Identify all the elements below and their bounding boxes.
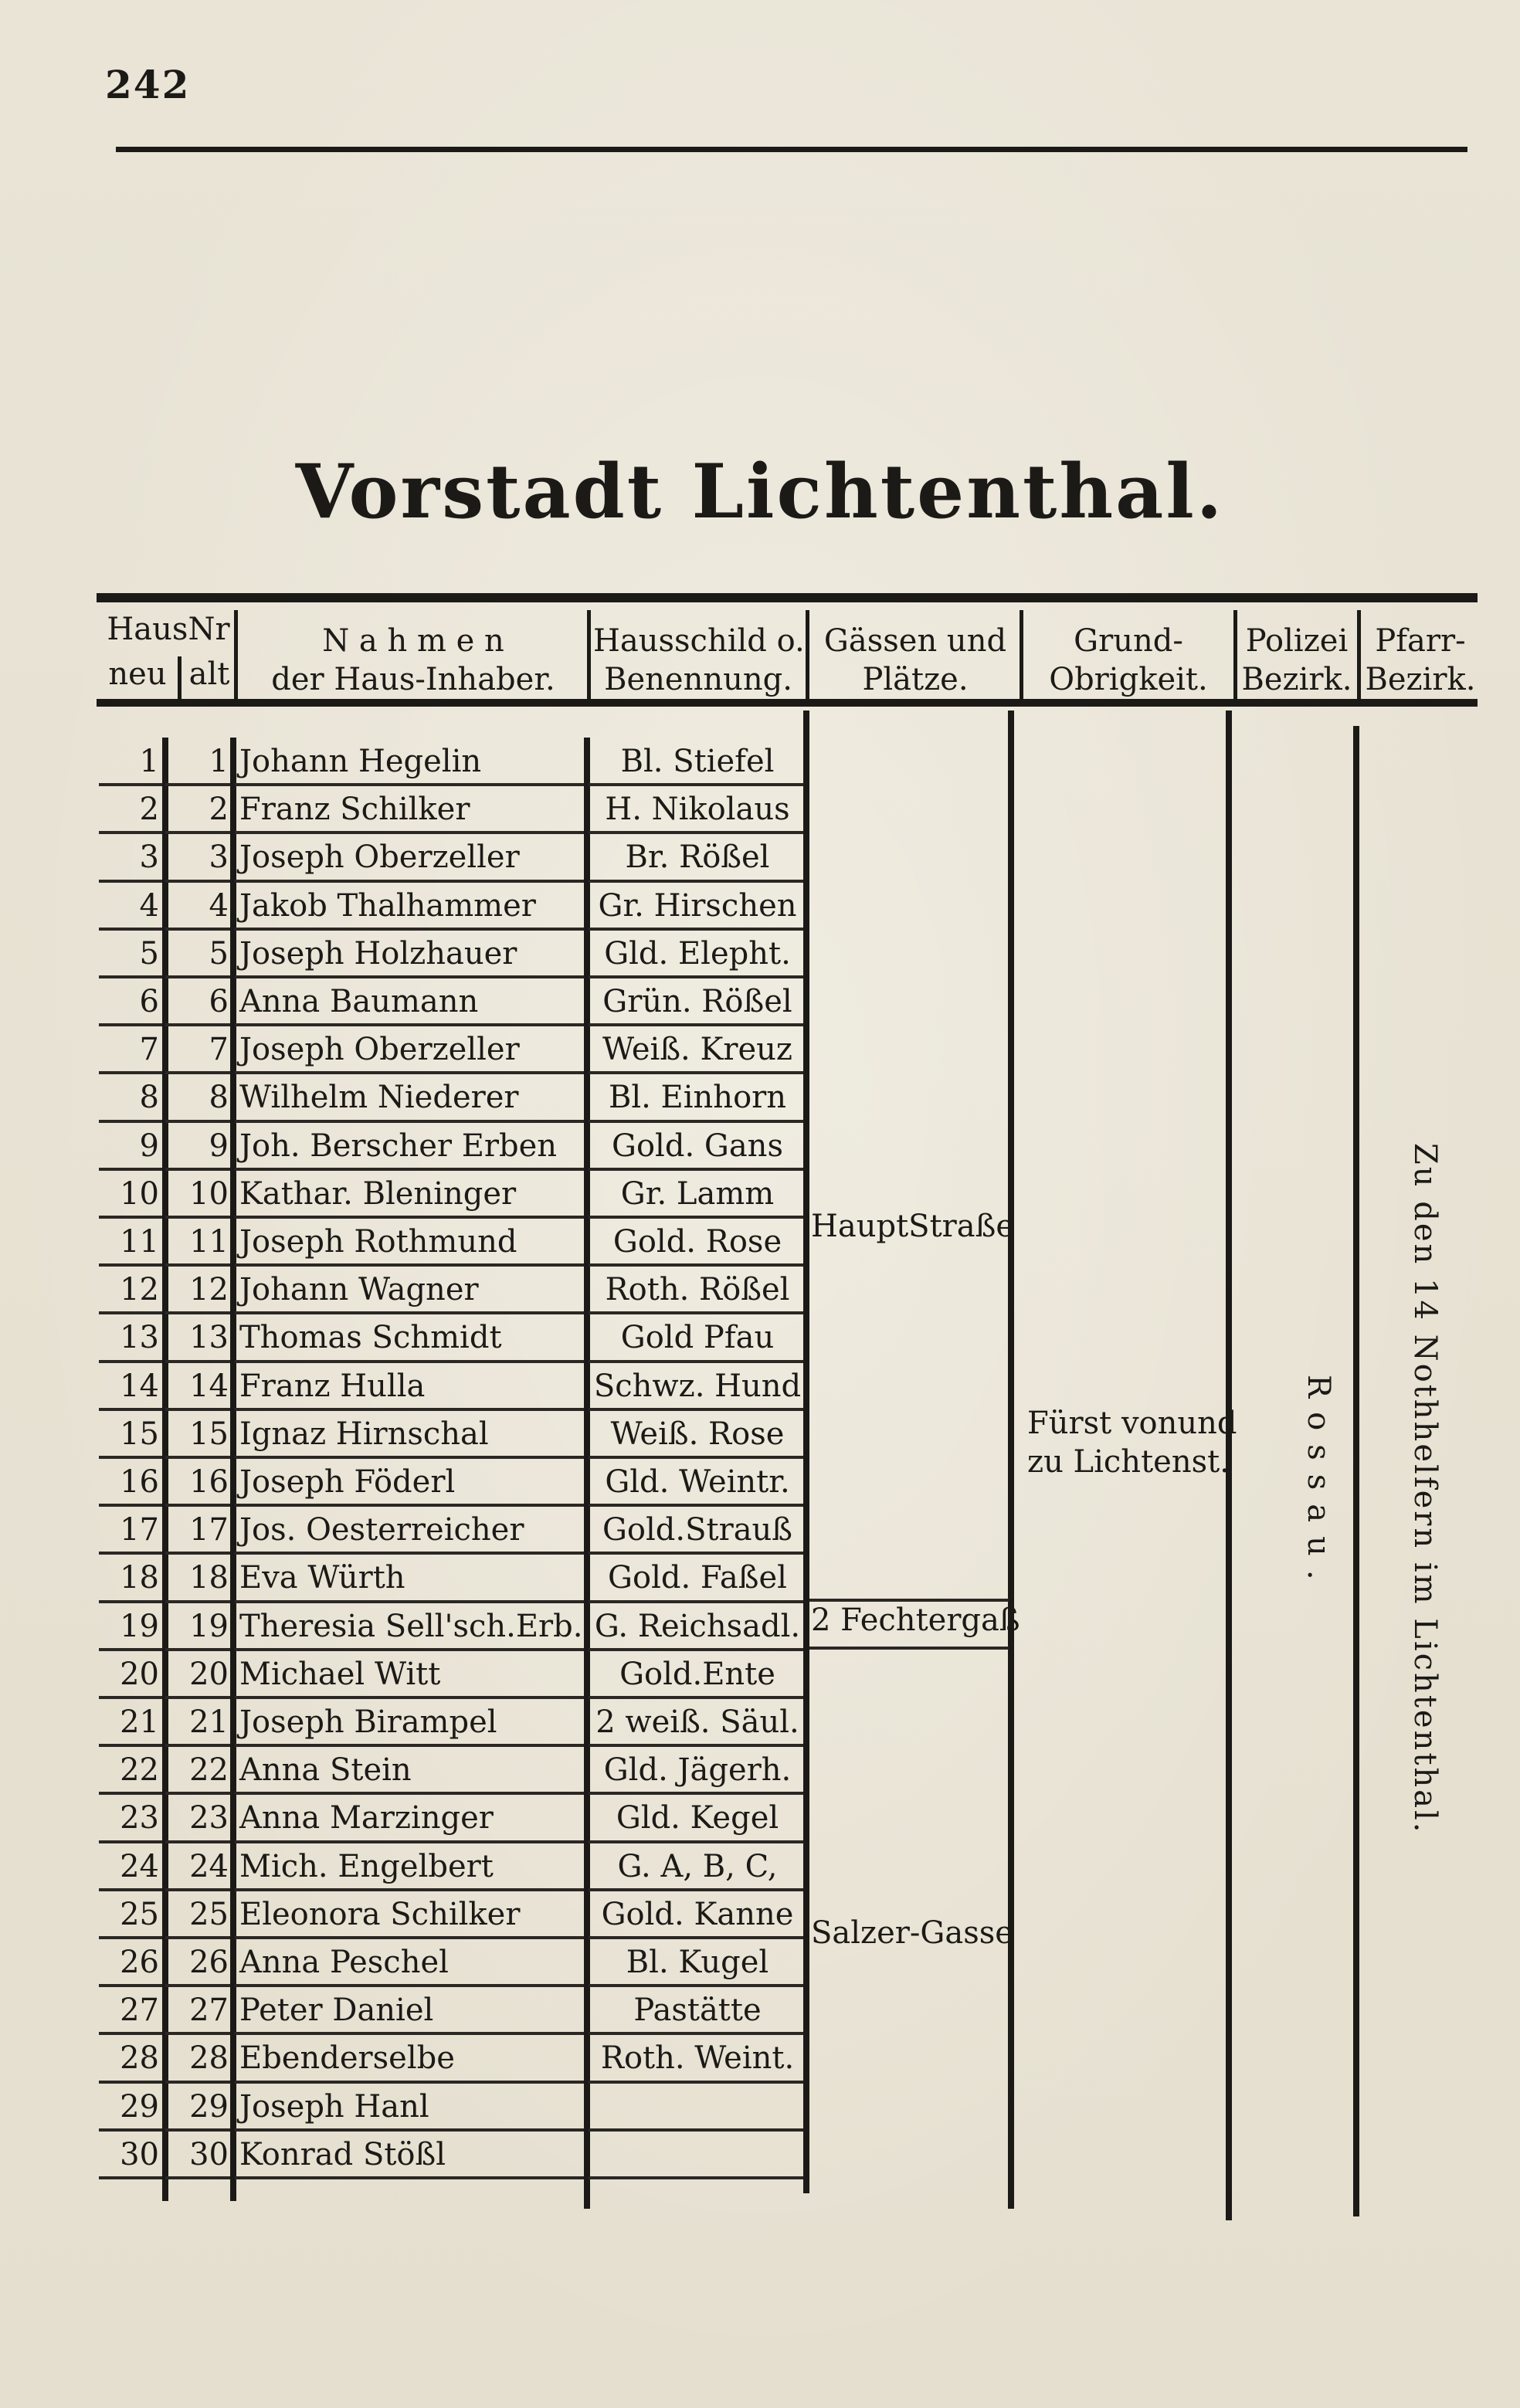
row-alt: 28 <box>189 2040 229 2077</box>
row-name: Kathar. Bleninger <box>239 1175 517 1212</box>
row-neu: 21 <box>120 1704 159 1740</box>
column-divider-polizei <box>1353 726 1359 2216</box>
header-divider <box>1020 610 1023 703</box>
page-number: 242 <box>105 62 191 107</box>
header-polizei: Polizei <box>1245 623 1349 659</box>
row-neu: 20 <box>120 1656 159 1692</box>
row-hausschild: Roth. Rößel <box>605 1272 790 1308</box>
header-grund: Grund- <box>1074 623 1183 659</box>
row-name: Joseph Birampel <box>239 1704 497 1740</box>
row-neu: 9 <box>139 1128 159 1164</box>
table-top-rule <box>97 593 1478 602</box>
row-hausschild: Gld. Elepht. <box>604 935 791 972</box>
row-neu: 17 <box>120 1512 159 1548</box>
row-alt: 1 <box>209 744 229 779</box>
row-name: Anna Peschel <box>239 1945 449 1980</box>
header-plaetze: Plätze. <box>862 662 969 697</box>
row-name: Ignaz Hirnschal <box>239 1416 489 1452</box>
row-alt: 10 <box>189 1175 229 1212</box>
row-hausschild: Gold Pfau <box>620 1320 775 1356</box>
row-neu: 7 <box>139 1032 159 1068</box>
row-alt: 3 <box>209 839 229 876</box>
header-alt: alt <box>188 656 230 692</box>
header-divider <box>806 610 809 703</box>
row-divider <box>235 2176 584 2179</box>
gasse-fechtergasse: 2 Fechtergaß <box>811 1603 1020 1638</box>
row-alt: 16 <box>189 1464 229 1500</box>
row-divider <box>589 2176 803 2179</box>
row-name: Joseph Hanl <box>239 2088 429 2125</box>
row-alt: 30 <box>189 2136 229 2172</box>
row-alt: 6 <box>209 984 229 1019</box>
row-name: Theresia Sell'sch.Erb. <box>239 1608 583 1644</box>
row-hausschild: Gld. Weintr. <box>605 1464 790 1500</box>
header-nahmen: N a h m e n <box>322 623 504 659</box>
row-neu: 5 <box>139 935 159 972</box>
row-neu: 18 <box>120 1560 159 1596</box>
row-neu: 24 <box>120 1848 159 1884</box>
row-hausschild: Gr. Hirschen <box>598 887 797 924</box>
row-alt: 27 <box>189 1993 229 2029</box>
row-name: Jos. Oesterreicher <box>239 1512 524 1548</box>
header-pfarr-bezirk: Bezirk. <box>1365 662 1476 697</box>
row-divider <box>589 2081 803 2084</box>
row-name: Joseph Oberzeller <box>239 839 520 876</box>
row-divider <box>165 2176 230 2179</box>
row-neu: 6 <box>139 984 159 1019</box>
row-name: Ebenderselbe <box>239 2040 455 2077</box>
row-alt: 25 <box>189 1896 229 1932</box>
column-divider-alt <box>230 738 236 2201</box>
header-divider <box>587 610 591 703</box>
row-name: Franz Hulla <box>239 1368 426 1404</box>
row-alt: 19 <box>189 1608 229 1644</box>
row-alt: 17 <box>189 1512 229 1548</box>
row-hausschild: Grün. Rößel <box>602 984 792 1019</box>
row-alt: 5 <box>209 935 229 972</box>
row-divider <box>99 2176 162 2179</box>
gasse-hauptstrasse: HauptStraße <box>811 1209 1015 1244</box>
row-hausschild: Roth. Weint. <box>600 2040 795 2077</box>
gasse-salzergasse: Salzer-Gasse <box>811 1915 1013 1951</box>
row-hausschild: Gld. Kegel <box>616 1800 779 1837</box>
table-head-rule <box>97 699 1478 707</box>
polizei-bezirk: Rossau. <box>1301 1375 1336 1594</box>
row-name: Joseph Föderl <box>239 1464 456 1500</box>
row-hausschild: Bl. Kugel <box>626 1945 769 1980</box>
top-rule <box>116 147 1467 152</box>
row-hausschild: Gold.Strauß <box>602 1512 793 1548</box>
row-hausschild: Weiß. Rose <box>610 1416 785 1452</box>
row-name: Eleonora Schilker <box>239 1896 521 1932</box>
header-divider <box>1357 610 1361 703</box>
row-name: Peter Daniel <box>239 1993 434 2029</box>
row-alt: 12 <box>189 1272 229 1308</box>
header-benennung: Benennung. <box>604 662 792 697</box>
row-neu: 16 <box>120 1464 159 1500</box>
row-alt: 20 <box>189 1656 229 1692</box>
row-hausschild: Gld. Jägerh. <box>603 1752 792 1789</box>
row-name: Joseph Oberzeller <box>239 1032 520 1068</box>
row-alt: 8 <box>209 1080 229 1116</box>
row-name: Anna Baumann <box>239 984 479 1019</box>
row-alt: 2 <box>209 792 229 828</box>
row-alt: 14 <box>189 1368 229 1404</box>
row-neu: 10 <box>120 1175 159 1212</box>
header-divider <box>1233 610 1237 703</box>
grund-obrigkeit-line2: zu Lichtenst. <box>1027 1444 1230 1480</box>
row-hausschild: G. A, B, C, <box>617 1848 778 1884</box>
row-neu: 12 <box>120 1272 159 1308</box>
row-alt: 29 <box>189 2088 229 2125</box>
row-name: Wilhelm Niederer <box>239 1080 519 1116</box>
column-divider-gassen <box>1008 711 1014 2209</box>
row-name: Mich. Engelbert <box>239 1848 494 1884</box>
header-pfarr: Pfarr- <box>1375 623 1466 659</box>
row-hausschild: Br. Rößel <box>625 839 770 876</box>
row-alt: 24 <box>189 1848 229 1884</box>
row-hausschild: G. Reichsadl. <box>594 1608 801 1644</box>
row-name: Anna Marzinger <box>239 1800 494 1837</box>
row-name: Joh. Berscher Erben <box>239 1128 558 1164</box>
row-neu: 30 <box>120 2136 159 2172</box>
row-alt: 4 <box>209 887 229 924</box>
row-neu: 13 <box>120 1320 159 1356</box>
row-hausschild: Gold. Faßel <box>608 1560 787 1596</box>
header-divider <box>178 656 182 703</box>
row-hausschild: H. Nikolaus <box>605 792 790 828</box>
row-hausschild: 2 weiß. Säul. <box>595 1704 799 1740</box>
row-alt: 15 <box>189 1416 229 1452</box>
header-hausschild: Hausschild o. <box>593 623 805 659</box>
row-alt: 22 <box>189 1752 229 1789</box>
row-neu: 29 <box>120 2088 159 2125</box>
pfarr-bezirk: Zu den 14 Nothhelfern im Lichtenthal. <box>1407 1143 1443 1835</box>
row-neu: 4 <box>139 887 159 924</box>
row-hausschild: Gold. Rose <box>612 1224 782 1260</box>
row-name: Jakob Thalhammer <box>239 887 536 924</box>
row-alt: 26 <box>189 1945 229 1980</box>
row-alt: 9 <box>209 1128 229 1164</box>
row-neu: 28 <box>120 2040 159 2077</box>
row-hausschild: Bl. Stiefel <box>620 744 775 779</box>
row-neu: 25 <box>120 1896 159 1932</box>
row-neu: 15 <box>120 1416 159 1452</box>
row-neu: 11 <box>120 1224 159 1260</box>
row-hausschild: Gold.Ente <box>619 1656 775 1692</box>
gasse-divider <box>809 1647 1009 1650</box>
gasse-divider <box>809 1599 1009 1602</box>
header-gassen: Gässen und <box>823 623 1007 659</box>
row-name: Joseph Holzhauer <box>239 935 517 972</box>
row-name: Michael Witt <box>239 1656 441 1692</box>
row-neu: 1 <box>139 744 159 779</box>
row-alt: 13 <box>189 1320 229 1356</box>
row-name: Anna Stein <box>239 1752 412 1789</box>
row-hausschild: Pastätte <box>633 1993 762 2029</box>
row-hausschild: Schwz. Hund <box>593 1368 802 1404</box>
row-neu: 3 <box>139 839 159 876</box>
header-neu: neu <box>108 656 167 692</box>
row-alt: 18 <box>189 1560 229 1596</box>
header-haus-inhaber: der Haus-Inhaber. <box>271 662 555 697</box>
row-neu: 14 <box>120 1368 159 1404</box>
row-alt: 21 <box>189 1704 229 1740</box>
row-neu: 22 <box>120 1752 159 1789</box>
row-alt: 11 <box>189 1224 229 1260</box>
row-name: Konrad Stößl <box>239 2136 446 2172</box>
row-hausschild: Gold. Kanne <box>601 1896 794 1932</box>
row-name: Eva Würth <box>239 1560 405 1596</box>
row-hausschild: Gold. Gans <box>612 1128 783 1164</box>
row-neu: 23 <box>120 1800 159 1837</box>
row-hausschild: Bl. Einhorn <box>608 1080 787 1116</box>
row-alt: 7 <box>209 1032 229 1068</box>
header-divider <box>234 610 238 703</box>
row-name: Joseph Rothmund <box>239 1224 517 1260</box>
header-polizei-bezirk: Bezirk. <box>1241 662 1352 697</box>
row-neu: 8 <box>139 1080 159 1116</box>
row-hausschild: Weiß. Kreuz <box>602 1032 792 1068</box>
row-divider <box>589 2128 803 2132</box>
page-title: Vorstadt Lichtenthal. <box>295 448 1225 535</box>
row-name: Johann Hegelin <box>239 744 482 779</box>
row-neu: 2 <box>139 792 159 828</box>
row-neu: 19 <box>120 1608 159 1644</box>
header-hausnr: HausNr <box>107 612 230 647</box>
row-name: Johann Wagner <box>239 1272 479 1308</box>
header-obrigkeit: Obrigkeit. <box>1049 662 1208 697</box>
row-alt: 23 <box>189 1800 229 1837</box>
row-neu: 27 <box>120 1993 159 2029</box>
row-neu: 26 <box>120 1945 159 1980</box>
column-divider-schild <box>803 711 809 2193</box>
grund-obrigkeit-line1: Fürst vonund <box>1027 1406 1237 1441</box>
column-divider-name <box>584 738 590 2209</box>
row-hausschild: Gr. Lamm <box>620 1175 775 1212</box>
row-name: Franz Schilker <box>239 792 470 828</box>
row-name: Thomas Schmidt <box>239 1320 502 1356</box>
